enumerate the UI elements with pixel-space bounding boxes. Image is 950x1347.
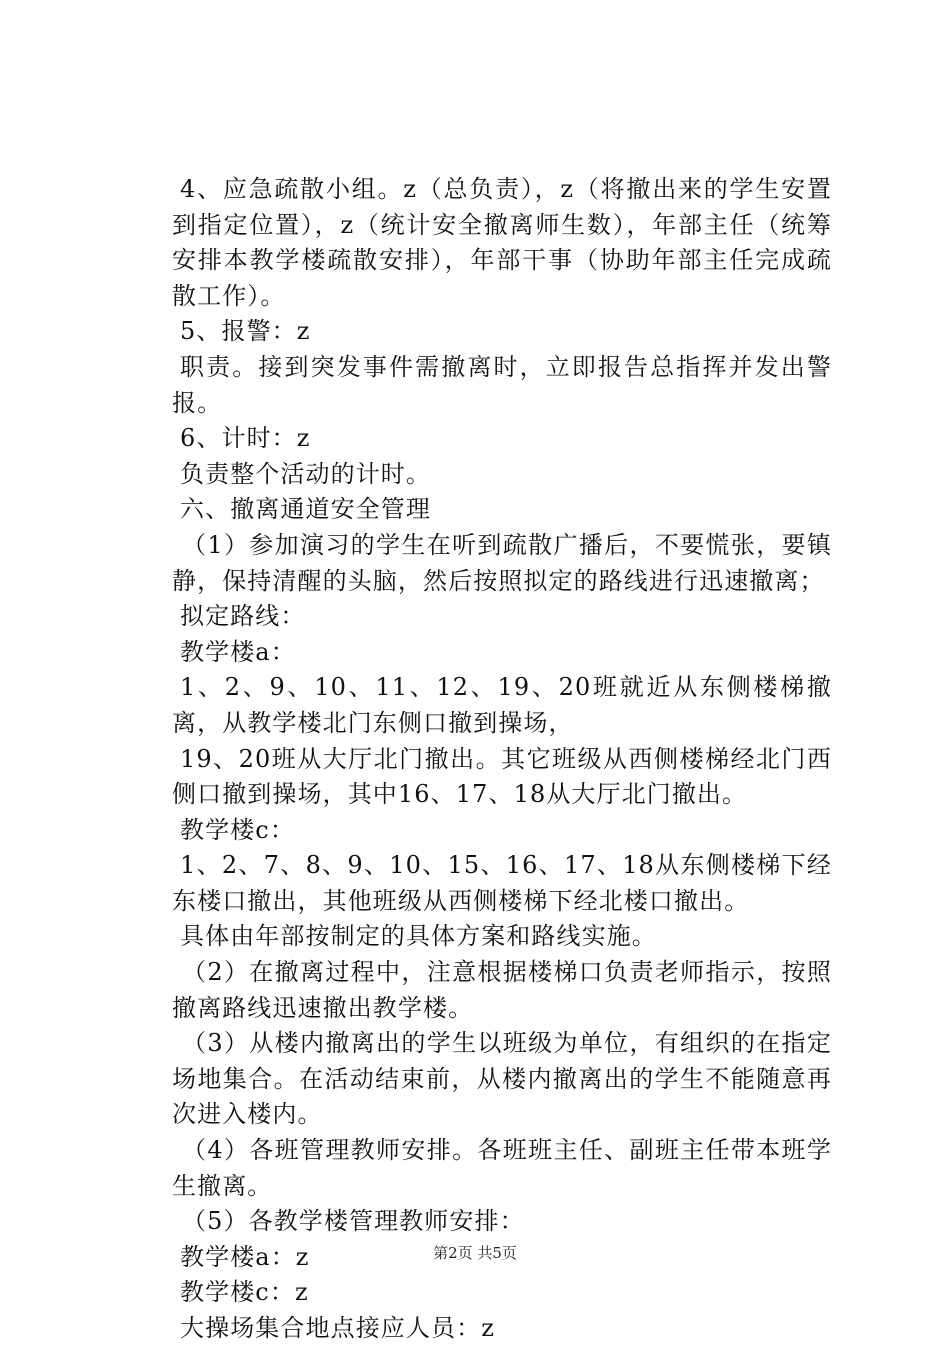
- paragraph-building-a: 教学楼a：: [180, 637, 296, 666]
- paragraph-building-c: 教学楼c：: [180, 815, 295, 844]
- paragraph-building-a-route-1: 1、2、9、10、11、12、19、20班就近从东侧楼梯撤离，从教学楼北门东侧口撤到操场，: [172, 673, 832, 737]
- paragraph-alarm: 5、报警：z: [180, 317, 311, 346]
- paragraph-item-2: （2）在撤离过程中，注意根据楼梯口负责老师指示，按照撤离路线迅速撤出教学楼。: [172, 958, 832, 1022]
- section-heading-evacuation-channel: 六、撤离通道安全管理: [180, 495, 431, 524]
- paragraph-item-3: （3）从楼内撤离出的学生以班级为单位，有组织的在指定场地集合。在活动结束前，从楼内撤离出的学生不能随意再次进入楼内。: [172, 1029, 832, 1129]
- paragraph-implementation: 具体由年部按制定的具体方案和路线实施。: [180, 922, 657, 951]
- paragraph-timing: 6、计时：z: [180, 424, 311, 453]
- paragraph-building-c-staff: 教学楼c：z: [180, 1278, 309, 1307]
- paragraph-timing-duty: 负责整个活动的计时。: [180, 459, 431, 488]
- paragraph-emergency-evacuation-group: 4、应急疏散小组。z（总负责），z（将撤出来的学生安置到指定位置），z（统计安全撤离师生数），年部主任（统筹安排本教学楼疏散安排），年部干事（协助年部主任完成疏散工作）。: [172, 175, 832, 310]
- paragraph-building-a-staff: 教学楼a：z: [180, 1242, 310, 1271]
- paragraph-item-1: （1）参加演习的学生在听到疏散广播后，不要慌张，要镇静，保持清醒的头脑，然后按照拟定的路线进行迅速撤离；: [172, 530, 832, 595]
- document-body: [172, 172, 832, 1347]
- paragraph-item-5: （5）各教学楼管理教师安排：: [182, 1207, 525, 1236]
- paragraph-building-c-route: 1、2、7、8、9、10、15、16、17、18从东侧楼梯下经东楼口撤出，其他班级从西侧楼梯下经北楼口撤出。: [172, 851, 832, 915]
- page-number-footer: 第2页 共5页: [433, 1244, 517, 1262]
- paragraph-planned-route: 拟定路线：: [180, 602, 306, 631]
- paragraph-playground-staff: 大操场集合地点接应人员：z: [180, 1314, 495, 1342]
- paragraph-alarm-duty: 职责。接到突发事件需撤离时，立即报告总指挥并发出警报。: [172, 352, 832, 417]
- paragraph-item-4: （4）各班管理教师安排。各班班主任、副班主任带本班学生撤离。: [172, 1136, 832, 1200]
- paragraph-building-a-route-2: 19、20班从大厅北门撤出。其它班级从西侧楼梯经北门西侧口撤到操场，其中16、17、18从大厅北门撤出。: [172, 744, 832, 809]
